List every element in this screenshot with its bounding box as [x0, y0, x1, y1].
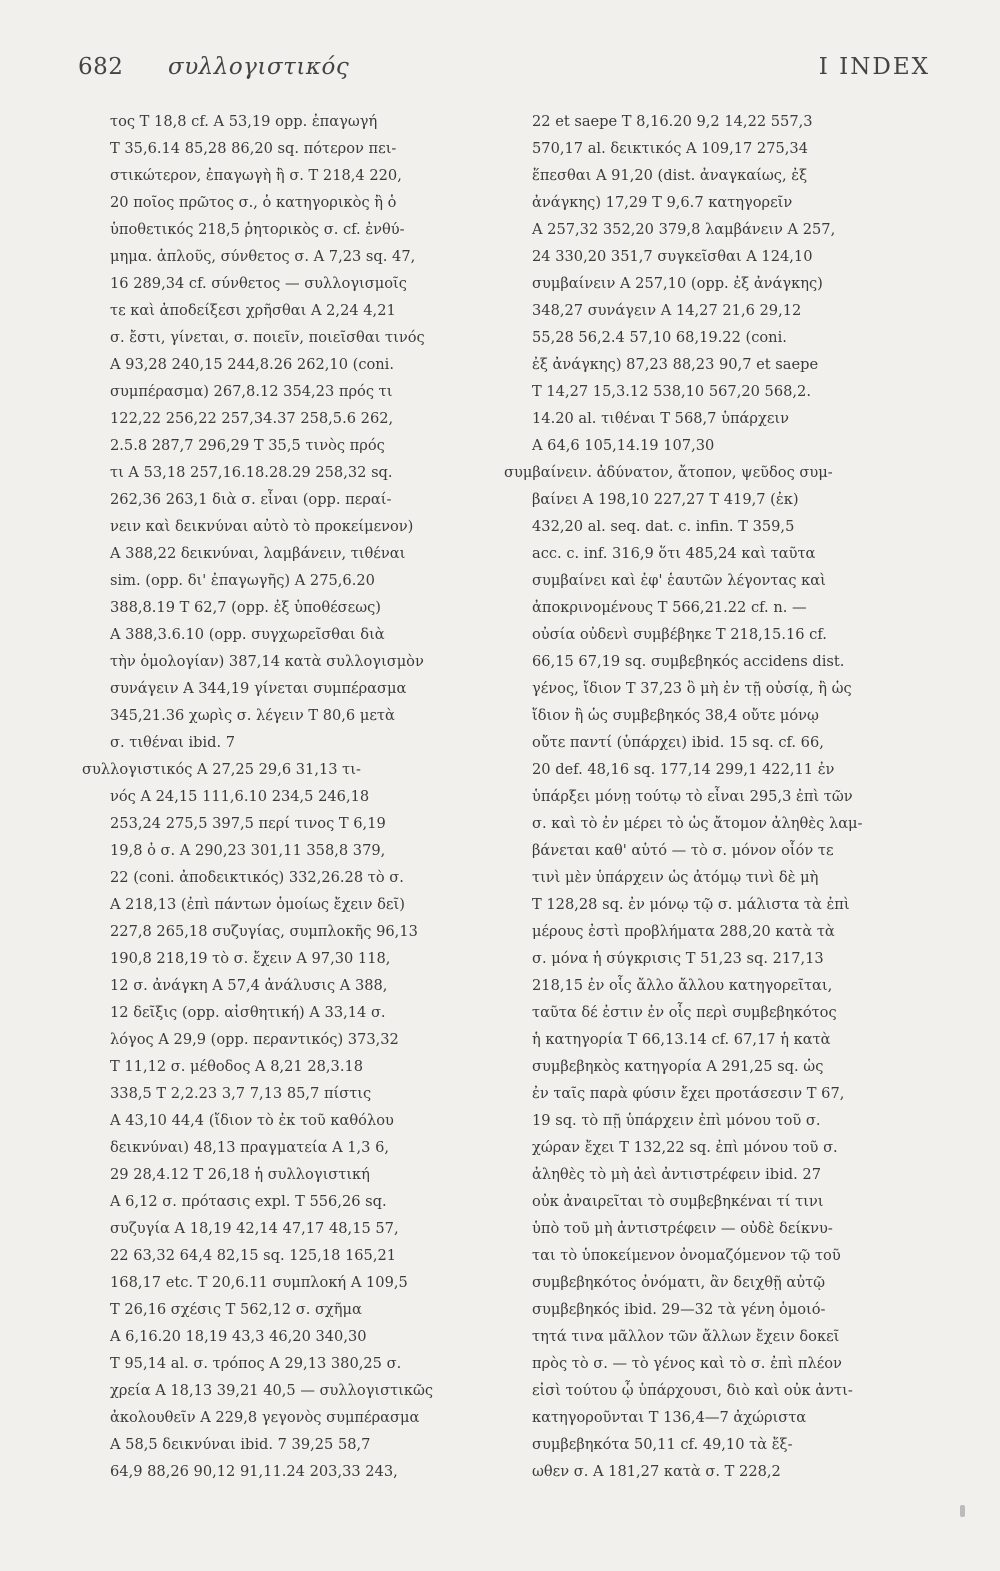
right-column	[504, 108, 918, 1485]
index-line: ται τὸ ὑποκείμενον ὀνομαζόμενον τῷ τοῦ	[532, 1247, 841, 1264]
index-line: 218,15 ἐν οἷς ἄλλο ἄλλου κατηγορεῖται,	[532, 977, 833, 994]
index-line: ὑπὸ τοῦ μὴ ἀντιστρέφειν — οὐδὲ δείκνυ-	[532, 1220, 833, 1237]
index-line: συμβεβηκὸς κατηγορία Α 291,25 sq. ὡς	[532, 1058, 824, 1075]
index-line: ταῦτα δέ ἐστιν ἐν οἷς περὶ συμβεβηκότος	[532, 1004, 837, 1021]
index-line: Τ 14,27 15,3.12 538,10 567,20 568,2.	[532, 383, 811, 400]
index-line: 19,8 ὁ σ. Α 290,23 301,11 358,8 379,	[110, 842, 386, 859]
index-line: 190,8 218,19 τὸ σ. ἔχειν Α 97,30 118,	[110, 950, 391, 967]
index-line: Α 58,5 δεικνύναι ibid. 7 39,25 58,7	[110, 1436, 371, 1453]
index-line: οὐκ ἀναιρεῖται τὸ συμβεβηκέναι τί τινι	[532, 1193, 824, 1210]
index-line: τητά τινα μᾶλλον τῶν ἄλλων ἔχειν δοκεῖ	[532, 1328, 840, 1345]
index-line: εἰσὶ τούτου ᾧ ὑπάρχουσι, διὸ καὶ οὐκ ἀντι-	[532, 1382, 853, 1399]
index-line: 12 σ. ἀνάγκη Α 57,4 ἀνάλυσις Α 388,	[110, 977, 388, 994]
section-title: I INDEX	[818, 54, 930, 80]
index-line: ἕπεσθαι Α 91,20 (dist. ἀναγκαίως, ἐξ	[532, 167, 808, 184]
index-line: τι Α 53,18 257,16.18.28.29 258,32 sq.	[110, 464, 393, 481]
index-line: sim. (opp. δι' ἐπαγωγῆς) Α 275,6.20	[110, 572, 375, 589]
index-line: συμβεβηκότος ὀνόματι, ἂν δειχθῇ αὐτῷ	[532, 1274, 826, 1291]
index-line: Α 64,6 105,14.19 107,30	[532, 437, 715, 454]
paper-blemish	[960, 1505, 965, 1517]
index-line: ἀκολουθεῖν Α 229,8 γεγονὸς συμπέρασμα	[110, 1409, 420, 1426]
index-line: ἐν ταῖς παρὰ φύσιν ἔχει προτάσεσιν Τ 67,	[532, 1085, 845, 1102]
index-line: σ. τιθέναι ibid. 7	[110, 734, 236, 751]
index-line: Α 6,16.20 18,19 43,3 46,20 340,30	[110, 1328, 367, 1345]
index-line: μέρους ἐστὶ προβλήματα 288,20 κατὰ τὰ	[532, 923, 835, 940]
index-line: νός Α 24,15 111,6.10 234,5 246,18	[110, 788, 370, 805]
index-line: 14.20 al. τιθέναι Τ 568,7 ὑπάρχειν	[532, 410, 789, 427]
index-line: 22 (coni. ἀποδεικτικός) 332,26.28 τὸ σ.	[110, 869, 404, 886]
index-line: σ. ἔστι, γίνεται, σ. ποιεῖν, ποιεῖσθαι τινός	[110, 329, 425, 346]
index-line: βάνεται καθ' αὑτό — τὸ σ. μόνον οἷόν τε	[532, 842, 834, 859]
index-line: βαίνει Α 198,10 227,27 Τ 419,7 (ἐκ)	[532, 491, 799, 508]
index-line: τε καὶ ἀποδείξεσι χρῆσθαι Α 2,24 4,21	[110, 302, 396, 319]
index-line: 168,17 etc. Τ 20,6.11 συμπλοκή Α 109,5	[110, 1274, 408, 1291]
index-line: 29 28,4.12 Τ 26,18 ἡ συλλογιστική	[110, 1166, 370, 1183]
index-line: Τ 26,16 σχέσις Τ 562,12 σ. σχῆμα	[110, 1301, 362, 1318]
index-line: acc. c. inf. 316,9 ὅτι 485,24 καὶ ταῦτα	[532, 545, 816, 562]
index-line: οὔτε παντί (ὑπάρχει) ibid. 15 sq. cf. 66,	[532, 734, 824, 751]
index-line: 22 et saepe Τ 8,16.20 9,2 14,22 557,3	[532, 113, 813, 130]
index-line: Τ 11,12 σ. μέθοδος Α 8,21 28,3.18	[110, 1058, 364, 1075]
index-line: σ. μόνα ἡ σύγκρισις Τ 51,23 sq. 217,13	[532, 950, 824, 967]
index-line: 262,36 263,1 διὰ σ. εἶναι (opp. περαί-	[110, 491, 392, 508]
index-line: συμβαίνειν. ἀδύνατον, ἄτοπον, ψεῦδος συμ-	[504, 464, 833, 481]
index-line: σ. καὶ τὸ ἐν μέρει τὸ ὡς ἄτομον ἀληθὲς λαμ-	[532, 815, 863, 832]
index-line: 12 δεῖξις (opp. αἰσθητική) Α 33,14 σ.	[110, 1004, 386, 1021]
index-line: 20 ποῖος πρῶτος σ., ὁ κατηγορικὸς ἢ ὁ	[110, 194, 397, 211]
index-line: Α 257,32 352,20 379,8 λαμβάνειν Α 257,	[532, 221, 836, 238]
index-line: 253,24 275,5 397,5 περί τινος Τ 6,19	[110, 815, 386, 832]
index-line: Α 93,28 240,15 244,8.26 262,10 (coni.	[110, 356, 394, 373]
index-line: 24 330,20 351,7 συγκεῖσθαι Α 124,10	[532, 248, 813, 265]
index-line: συμβαίνειν Α 257,10 (opp. ἐξ ἀνάγκης)	[532, 275, 823, 292]
index-line: συμπέρασμα) 267,8.12 354,23 πρός τι	[110, 383, 393, 400]
index-line: 122,22 256,22 257,34.37 258,5.6 262,	[110, 410, 394, 427]
index-line: ἡ κατηγορία Τ 66,13.14 cf. 67,17 ἡ κατὰ	[532, 1031, 831, 1048]
index-line: νειν καὶ δεικνύναι αὐτὸ τὸ προκείμενον)	[110, 518, 414, 535]
index-line: 20 def. 48,16 sq. 177,14 299,1 422,11 ἐν	[532, 761, 835, 778]
index-line: πρὸς τὸ σ. — τὸ γένος καὶ τὸ σ. ἐπὶ πλέον	[532, 1355, 842, 1372]
page-number: 682	[78, 54, 124, 80]
index-line: 19 sq. τὸ πῇ ὑπάρχειν ἐπὶ μόνου τοῦ σ.	[532, 1112, 821, 1129]
index-line: συλλογιστικός Α 27,25 29,6 31,13 τι-	[82, 761, 361, 778]
index-line: δεικνύναι) 48,13 πραγματεία Α 1,3 6,	[110, 1139, 390, 1156]
index-line: τὴν ὁμολογίαν) 387,14 κατὰ συλλογισμὸν	[110, 653, 424, 670]
index-line: ὑπάρξει μόνῃ τούτῳ τὸ εἶναι 295,3 ἐπὶ τῶν	[532, 788, 853, 805]
index-line: Α 6,12 σ. πρότασις expl. Τ 556,26 sq.	[110, 1193, 387, 1210]
index-line: οὐσία οὐδενὶ συμβέβηκε Τ 218,15.16 cf.	[532, 626, 827, 643]
left-column	[82, 108, 496, 1485]
index-line: ὑποθετικός 218,5 ῥητορικὸς σ. cf. ἐνθύ-	[110, 221, 405, 238]
index-line: χώραν ἔχει Τ 132,22 sq. ἐπὶ μόνου τοῦ σ.	[532, 1139, 838, 1156]
index-line: ἴδιον ἢ ὡς συμβεβηκός 38,4 οὔτε μόνῳ	[532, 707, 819, 724]
index-line: συμβεβηκότα 50,11 cf. 49,10 τὰ ἔξ-	[532, 1436, 793, 1453]
index-line: ἀποκρινομένους Τ 566,21.22 cf. n. —	[532, 599, 807, 616]
running-title: συλλογιστικός	[168, 54, 350, 80]
index-line: 348,27 συνάγειν Α 14,27 21,6 29,12	[532, 302, 802, 319]
index-line: ἐξ ἀνάγκης) 87,23 88,23 90,7 et saepe	[532, 356, 819, 373]
index-line: 345,21.36 χωρὶς σ. λέγειν Τ 80,6 μετὰ	[110, 707, 395, 724]
index-line: Α 388,3.6.10 (opp. συγχωρεῖσθαι διὰ	[110, 626, 385, 643]
index-line: ἀνάγκης) 17,29 Τ 9,6.7 κατηγορεῖν	[532, 194, 793, 211]
index-line: συμβεβηκός ibid. 29—32 τὰ γένη ὁμοιό-	[532, 1301, 826, 1318]
index-line: συνάγειν Α 344,19 γίνεται συμπέρασμα	[110, 680, 407, 697]
index-line: Τ 35,6.14 85,28 86,20 sq. πότερον πει-	[110, 140, 397, 157]
index-line: Τ 128,28 sq. ἐν μόνῳ τῷ σ. μάλιστα τὰ ἐπὶ	[532, 896, 850, 913]
index-line: 16 289,34 cf. σύνθετος — συλλογισμοῖς	[110, 275, 407, 292]
index-line: συμβαίνει καὶ ἐφ' ἑαυτῶν λέγοντας καὶ	[532, 572, 826, 589]
index-line: ἀληθὲς τὸ μὴ ἀεὶ ἀντιστρέφειν ibid. 27	[532, 1166, 821, 1183]
index-line: στικώτερον, ἐπαγωγὴ ἢ σ. Τ 218,4 220,	[110, 167, 402, 184]
index-line: μημα. ἁπλοῦς, σύνθετος σ. Α 7,23 sq. 47,	[110, 248, 416, 265]
index-line: Α 388,22 δεικνύναι, λαμβάνειν, τιθέναι	[110, 545, 406, 562]
index-line: Τ 95,14 al. σ. τρόπος Α 29,13 380,25 σ.	[110, 1355, 402, 1372]
index-line: Α 43,10 44,4 (ἴδιον τὸ ἐκ τοῦ καθόλου	[110, 1112, 394, 1129]
index-line: 227,8 265,18 συζυγίας, συμπλοκῆς 96,13	[110, 923, 418, 940]
index-line: χρεία Α 18,13 39,21 40,5 — συλλογιστικῶς	[110, 1382, 434, 1399]
index-line: ωθεν σ. Α 181,27 κατὰ σ. Τ 228,2	[532, 1463, 781, 1480]
index-line: 22 63,32 64,4 82,15 sq. 125,18 165,21	[110, 1247, 397, 1264]
index-line: Α 218,13 (ἐπὶ πάντων ὁμοίως ἔχειν δεῖ)	[110, 896, 405, 913]
index-line: συζυγία Α 18,19 42,14 47,17 48,15 57,	[110, 1220, 399, 1237]
index-line: 66,15 67,19 sq. συμβεβηκός accidens dist.	[532, 653, 845, 670]
index-line: 55,28 56,2.4 57,10 68,19.22 (coni.	[532, 329, 787, 346]
index-line: τος Τ 18,8 cf. Α 53,19 opp. ἐπαγωγή	[110, 113, 378, 130]
index-line: 388,8.19 Τ 62,7 (opp. ἐξ ὑποθέσεως)	[110, 599, 381, 616]
index-line: 570,17 al. δεικτικός Α 109,17 275,34	[532, 140, 808, 157]
index-line: 64,9 88,26 90,12 91,11.24 203,33 243,	[110, 1463, 398, 1480]
index-line: λόγος Α 29,9 (opp. περαντικός) 373,32	[110, 1031, 399, 1048]
index-line: κατηγοροῦνται Τ 136,4—7 ἀχώριστα	[532, 1409, 807, 1426]
index-line: 338,5 Τ 2,2.23 3,7 7,13 85,7 πίστις	[110, 1085, 372, 1102]
index-line: 2.5.8 287,7 296,29 Τ 35,5 τινὸς πρός	[110, 437, 385, 454]
index-line: γένος, ἴδιον Τ 37,23 ὃ μὴ ἐν τῇ οὐσίᾳ, ἢ ὡς	[532, 680, 852, 697]
index-line: 432,20 al. seq. dat. c. infin. Τ 359,5	[532, 518, 795, 535]
index-line: τινὶ μὲν ὑπάρχειν ὡς ἀτόμῳ τινὶ δὲ μὴ	[532, 869, 819, 886]
